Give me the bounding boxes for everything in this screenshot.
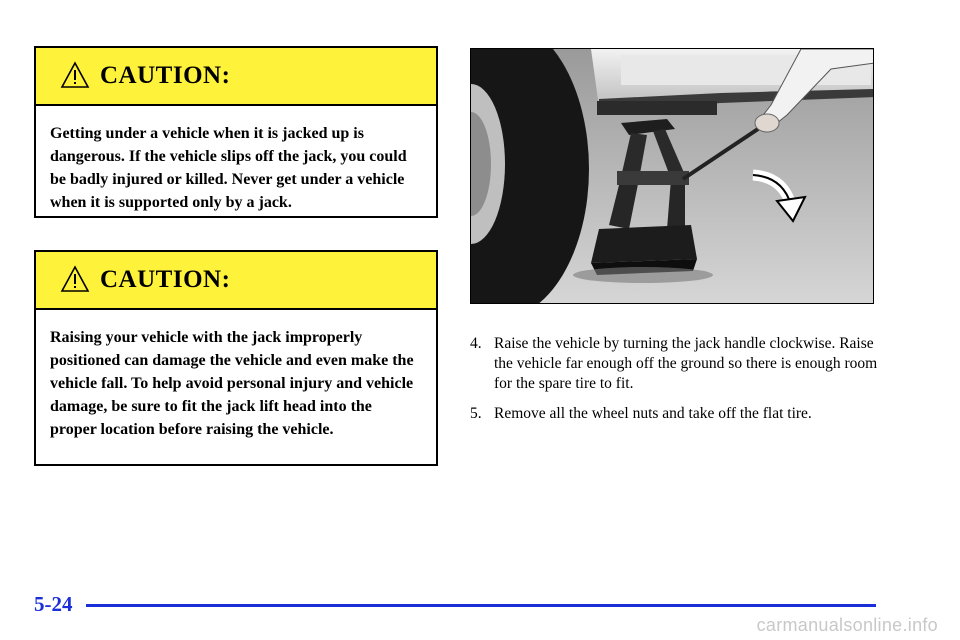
caution-text: Getting under a vehicle when it is jacked up is dangerous. If the vehicle slips off the jack, you could be badly injured or killed. Never get under a vehicle when it is supported only by a jack. (50, 125, 407, 211)
step-text: Remove all the wheel nuts and take off the flat tire. (494, 405, 812, 422)
caution-title: CAUTION: (100, 266, 231, 293)
jack-illustration (471, 49, 874, 304)
warning-triangle-icon (60, 265, 90, 293)
watermark-text: carmanualsonline.info (756, 615, 938, 635)
caution-header (36, 252, 436, 310)
warning-triangle-icon (60, 61, 90, 89)
instruction-steps (470, 334, 890, 434)
caution-title: CAUTION: (100, 62, 231, 89)
step-text: Raise the vehicle by turning the jack handle clockwise. Raise the vehicle far enough off the ground so there is enough room for the spare tire to fit. (494, 335, 878, 392)
step-number: 4. (470, 335, 482, 352)
step-item (470, 334, 890, 394)
step-item (470, 404, 890, 424)
step-number: 5. (470, 405, 482, 422)
caution-text: Raising your vehicle with the jack improperly positioned can damage the vehicle and even make the vehicle fall. To help avoid personal injury and vehicle damage, be sure to fit the jack lift head into the proper location before raising the vehicle. (50, 329, 414, 438)
caution-header (36, 48, 436, 106)
page-number: 5-24 (34, 592, 73, 616)
caution-box-2 (34, 250, 438, 466)
jack-photo (470, 48, 874, 304)
footer-divider (86, 604, 876, 607)
caution-box-1 (34, 46, 438, 218)
